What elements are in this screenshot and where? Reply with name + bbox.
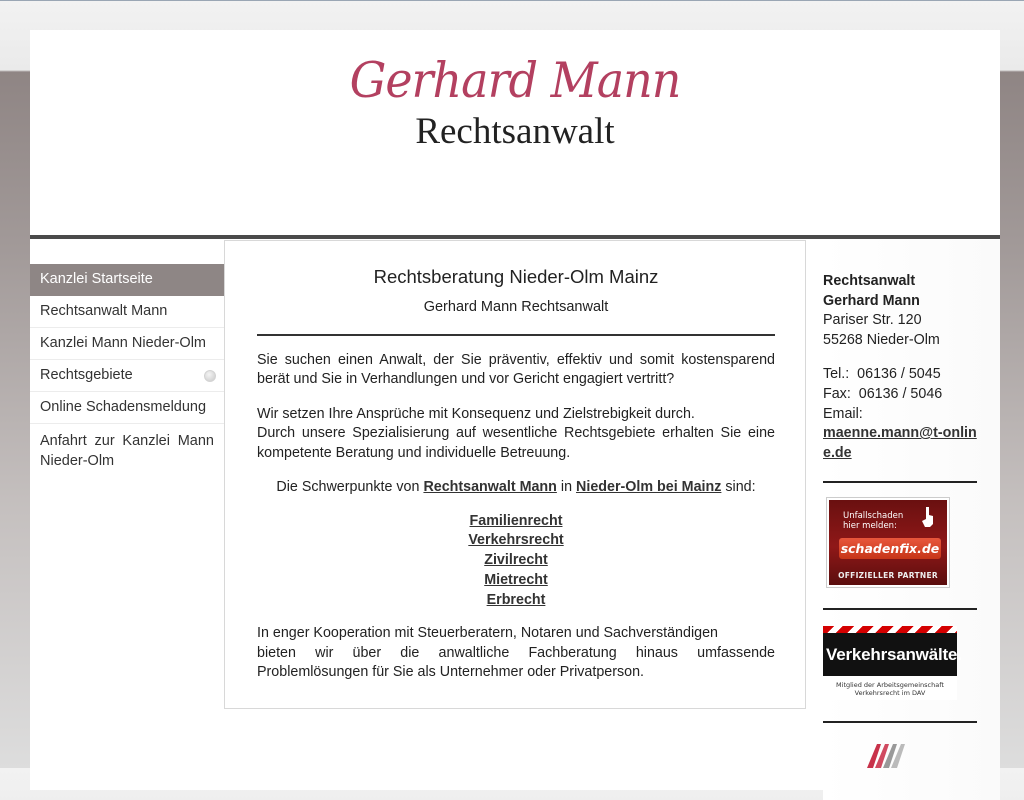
page-subtitle: Gerhard Mann Rechtsanwalt xyxy=(423,299,609,315)
submenu-indicator-icon xyxy=(204,370,216,382)
verkehr-sub-line-1: Mitglied der Arbeitsgemeinschaft xyxy=(836,681,944,689)
focus-prefix: Die Schwerpunkte von xyxy=(276,479,420,495)
link-erbrecht[interactable]: Erbrecht xyxy=(486,591,546,608)
nav-item-kanzlei-startseite[interactable]: Kanzlei Startseite xyxy=(30,264,224,296)
page-title: Rechtsberatung Nieder-Olm Mainz xyxy=(373,266,659,287)
contact-name: Gerhard Mann xyxy=(823,292,920,309)
nav-item-rechtsgebiete[interactable] xyxy=(30,360,224,392)
main-navigation xyxy=(30,264,224,479)
content-divider xyxy=(257,334,775,336)
approach-paragraph xyxy=(257,405,775,464)
contact-tel: Tel.: 06136 / 5045 xyxy=(823,366,941,383)
contact-block xyxy=(823,272,977,463)
header-divider xyxy=(30,235,1000,239)
verkehrsanwaelte-badge[interactable] xyxy=(823,626,962,700)
sidebar-divider-3 xyxy=(823,721,977,723)
nav-item-online-schadensmeldung[interactable]: Online Schadensmeldung xyxy=(30,392,224,424)
sidebar-divider-1 xyxy=(823,481,977,483)
main-content xyxy=(224,240,806,709)
pointer-hand-icon xyxy=(921,506,935,528)
verkehr-title: Verkehrsanwälte. xyxy=(823,633,957,676)
nav-item-anfahrt[interactable]: Anfahrt zur Kanzlei Mann Nieder-Olm xyxy=(30,424,224,479)
cooperation-line-2: bieten wir über die anwaltliche Fachberatung hinaus umfassende Problemlösungen für Sie als Unternehmer oder Privatperson. xyxy=(257,644,775,681)
partner-logo-icon[interactable] xyxy=(865,738,905,768)
contact-email xyxy=(823,424,977,463)
schadenfix-brand: schadenfix.de xyxy=(839,538,941,559)
verkehr-sub-line-2: Verkehrsrecht im DAV xyxy=(854,689,926,697)
contact-fax: Fax: 06136 / 5046 xyxy=(823,385,943,402)
approach-line-2: Durch unsere Spezialisierung auf wesentliche Rechtsgebiete erhalten Sie eine kompetente Beratung und individuelle Betreuung. xyxy=(257,425,775,461)
nav-item-kanzlei-mann-nieder-olm[interactable]: Kanzlei Mann Nieder-Olm xyxy=(30,328,224,360)
contact-title: Rechtsanwalt xyxy=(823,273,916,289)
link-rechtsanwalt-mann[interactable]: Rechtsanwalt Mann xyxy=(423,479,557,495)
schadenfix-line-1: Unfallschaden xyxy=(843,511,904,521)
link-mietrecht[interactable]: Mietrecht xyxy=(484,571,548,588)
link-zivilrecht[interactable]: Zivilrecht xyxy=(484,552,548,569)
contact-sidebar xyxy=(823,240,1000,800)
cooperation-line-1: In enger Kooperation mit Steuerberatern, Notaren und Sachverständigen xyxy=(257,625,718,642)
approach-line-1: Wir setzen Ihre Ansprüche mit Konsequenz und Zielstrebigkeit durch. xyxy=(257,405,695,422)
focus-middle: in xyxy=(560,479,573,495)
email-link[interactable]: maenne.mann@t-online.de xyxy=(823,425,977,461)
schadenfix-badge[interactable] xyxy=(826,497,950,588)
verkehr-stripes xyxy=(823,626,957,633)
link-nieder-olm-bei-mainz[interactable]: Nieder-Olm bei Mainz xyxy=(576,479,722,495)
intro-paragraph: Sie suchen einen Anwalt, der Sie präventiv, effektiv und somit kostensparend berät und Sie in Verhandlungen und vor Gericht engagiert vertritt? xyxy=(257,351,775,387)
content-body xyxy=(257,265,775,698)
schadenfix-badge-body xyxy=(829,500,947,585)
site-logo[interactable] xyxy=(30,52,1000,154)
nav-item-rechtsanwalt-mann[interactable]: Rechtsanwalt Mann xyxy=(30,296,224,328)
top-border-line xyxy=(0,0,1024,1)
nav-item-rechtsgebiete-label: Rechtsgebiete xyxy=(40,367,133,383)
contact-spacer xyxy=(823,350,977,365)
verkehr-subtitle xyxy=(823,681,957,697)
contact-street: Pariser Str. 120 xyxy=(823,312,922,329)
link-verkehrsrecht[interactable]: Verkehrsrecht xyxy=(468,532,564,549)
site-header xyxy=(30,30,1000,235)
page-container xyxy=(30,30,1000,790)
schadenfix-top-text xyxy=(843,511,903,531)
schadenfix-partner-text: OFFIZIELLER PARTNER xyxy=(838,571,938,580)
legal-areas-list xyxy=(257,512,775,611)
contact-email-label: Email: xyxy=(823,405,863,422)
logo-subtitle: Rechtsanwalt xyxy=(415,111,615,152)
focus-suffix: sind: xyxy=(725,479,756,495)
sidebar-divider-2 xyxy=(823,608,977,610)
logo-name: Gerhard Mann xyxy=(349,51,681,109)
link-familienrecht[interactable]: Familienrecht xyxy=(469,512,563,529)
focus-sentence xyxy=(257,478,775,498)
cooperation-paragraph xyxy=(257,624,775,683)
contact-city: 55268 Nieder-Olm xyxy=(823,331,940,348)
schadenfix-line-2: hier melden: xyxy=(843,521,897,531)
